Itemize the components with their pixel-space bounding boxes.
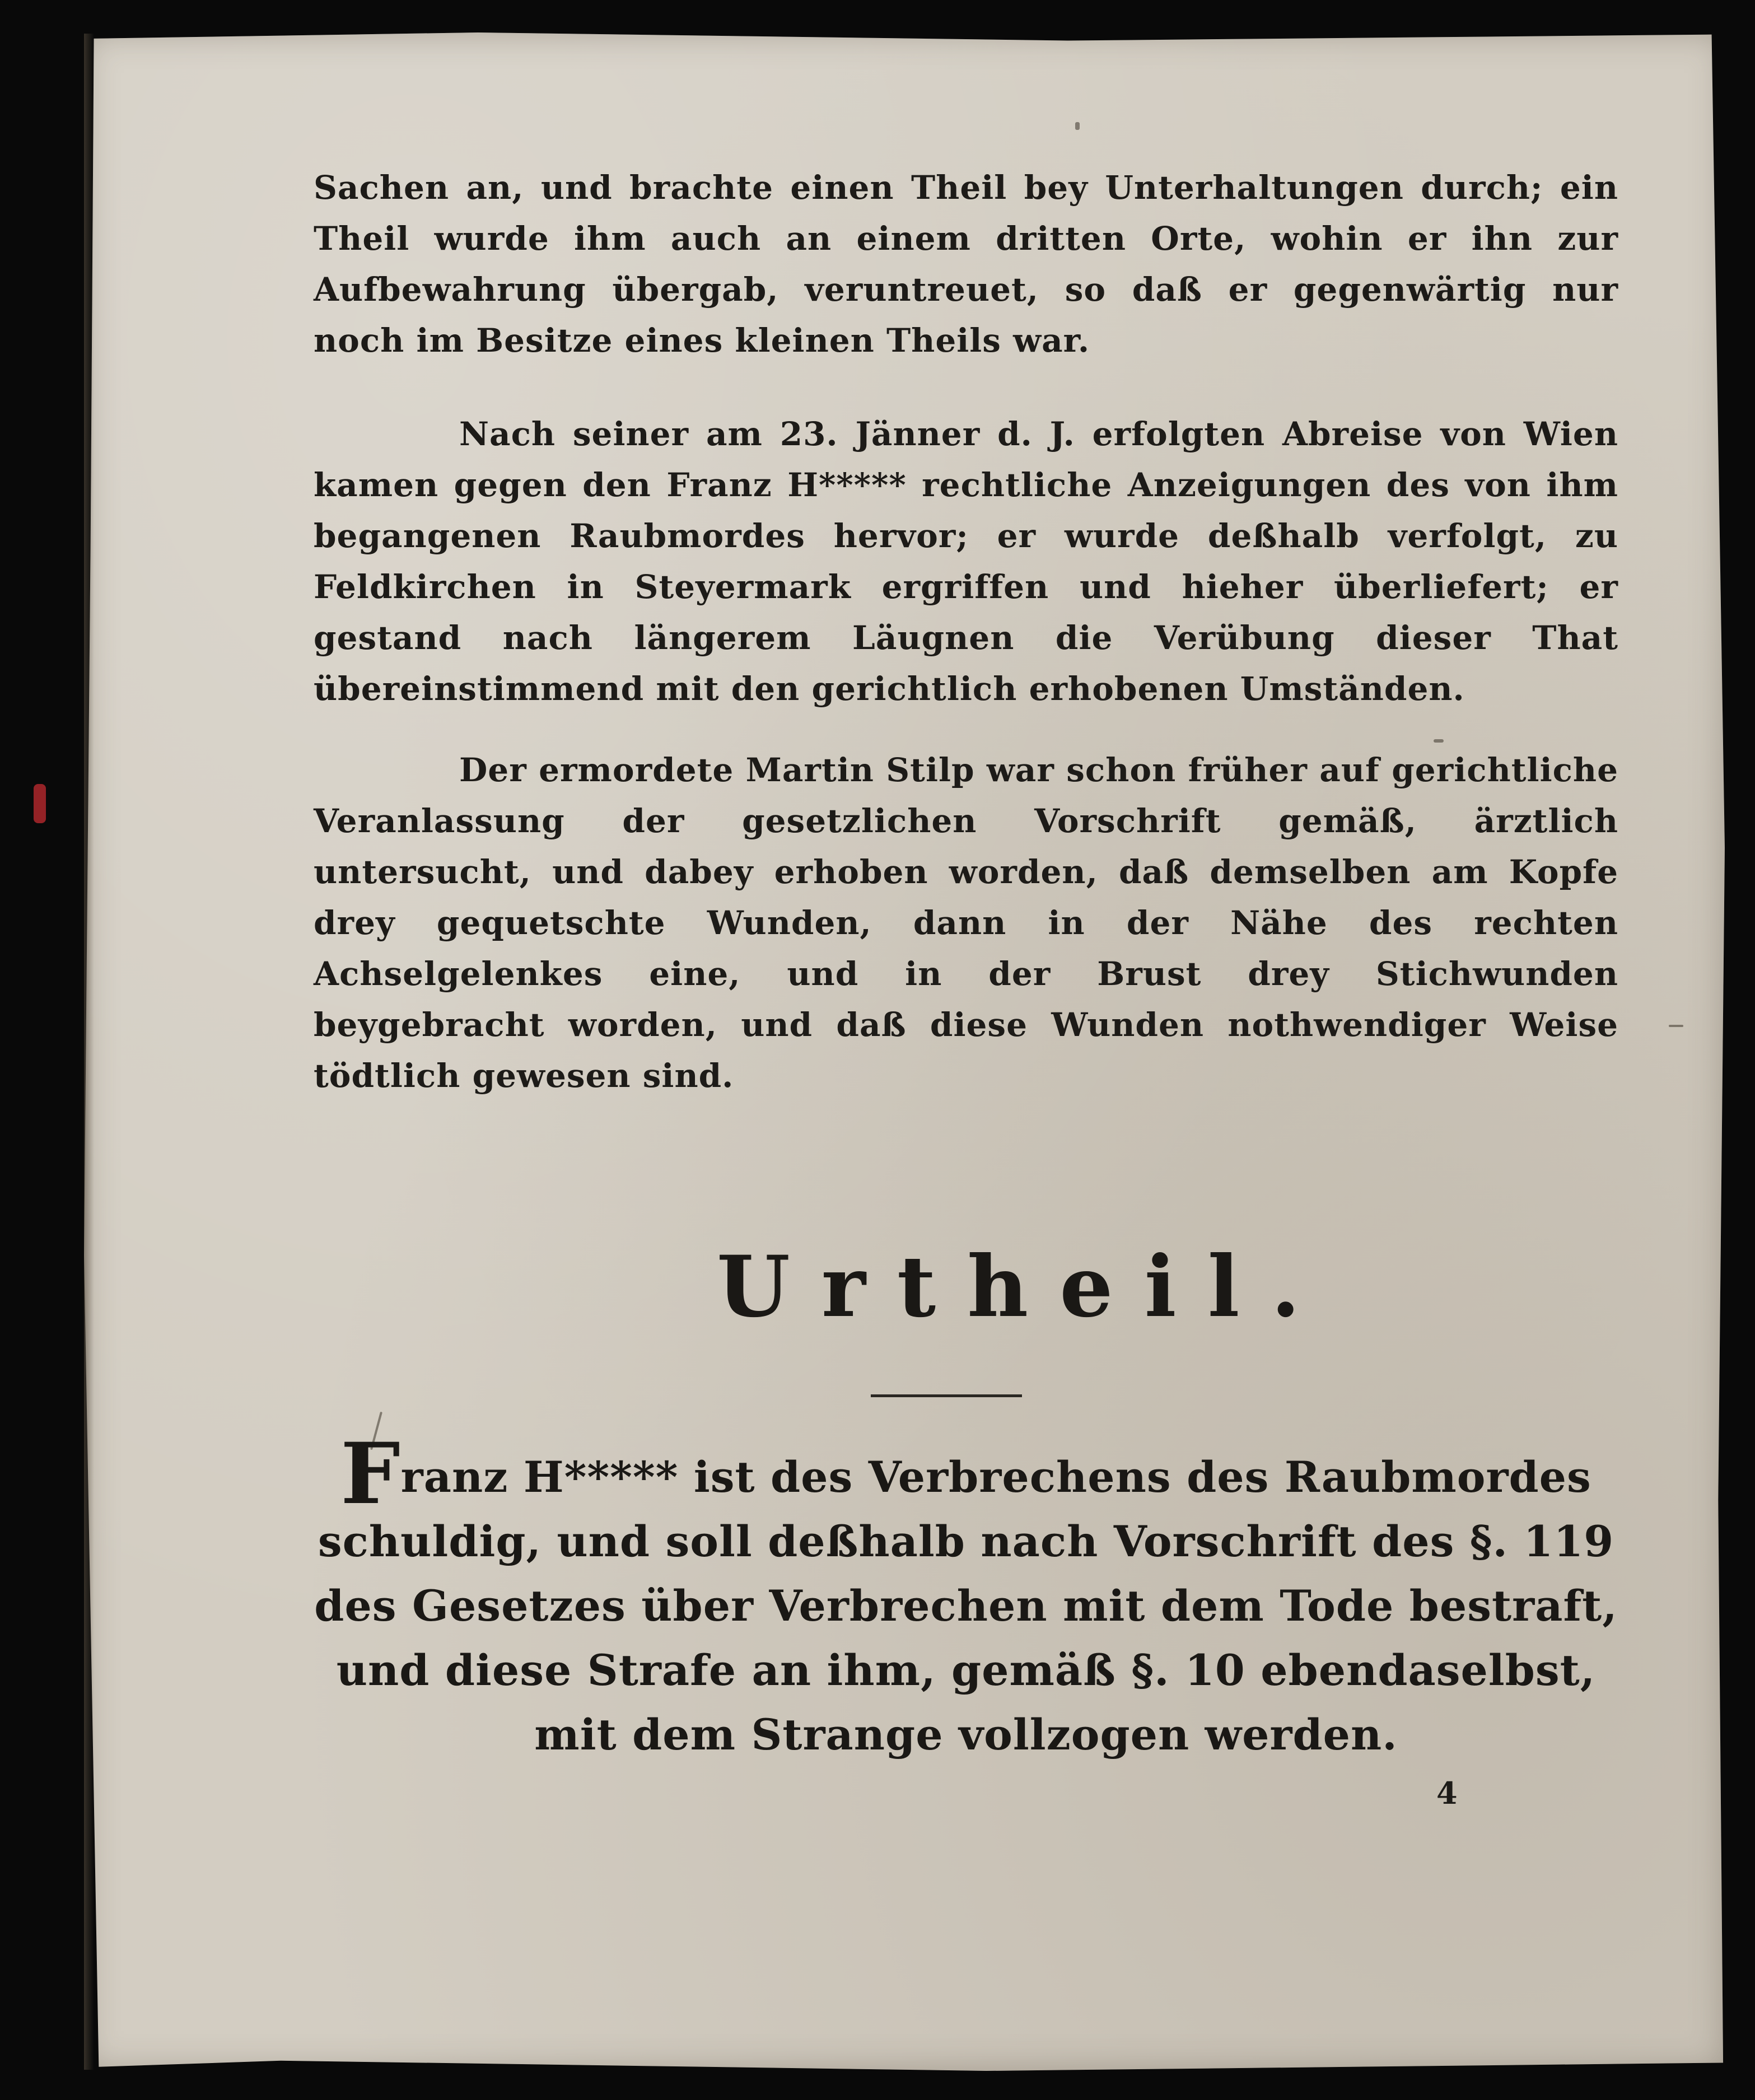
paragraph-1 bbox=[314, 162, 1618, 366]
ink-speck bbox=[1075, 122, 1080, 130]
verdict-text bbox=[311, 1425, 1621, 1767]
paragraph-1-text: Sachen an, und brachte einen Theil bey Unterhaltungen durch; ein Theil wurde ihm auch an einem dritten Orte, wohin er ihn zur Aufbewahrung übergab, veruntreuet, so daß er gegenwärtig nur noch im Besitze eines kleinen Theils war. bbox=[314, 169, 1618, 360]
paragraph-2 bbox=[314, 409, 1618, 715]
paragraph-2-text: Nach seiner am 23. Jänner d. J. erfolgten Abreise von Wien kamen gegen den Franz H***** rechtliche Anzeigungen des von ihm begangenen Raubmordes hervor; er wurde deßhalb verfolgt, zu Feldkirchen in Steyermark ergriffen und hieher überliefert; er gestand nach längerem Läugnen die Verübung dieser That übereinstimmend mit den gerichtlich erhobenen Umständen. bbox=[314, 415, 1618, 708]
heading-divider bbox=[871, 1394, 1022, 1397]
paragraph-3 bbox=[314, 745, 1618, 1102]
section-heading: Urtheil. bbox=[717, 1238, 1332, 1336]
sheet-edge-shadow bbox=[84, 34, 94, 2070]
verdict-initial: F bbox=[340, 1425, 401, 1523]
red-ink-mark bbox=[34, 784, 46, 823]
page-number: 4 bbox=[1436, 1775, 1458, 1811]
ink-speck bbox=[1669, 1025, 1683, 1027]
verdict-body: ranz H***** ist des Verbrechens des Raubmordes schuldig, und soll deßhalb nach Vorschrift des §. 119 des Gesetzes über Verbrechen mit dem Tode bestraft, und diese Strafe an ihm, gemäß §. 10 ebendaselbst, mit dem Strange vollzogen werden. bbox=[314, 1452, 1618, 1760]
paragraph-3-text: Der ermordete Martin Stilp war schon früher auf gerichtliche Veranlassung der gesetzlichen Vorschrift gemäß, ärztlich untersucht, und dabey erhoben worden, daß demselben am Kopfe drey gequetschte Wunden, dann in der Nähe des rechten Achselgelenkes eine, und in der Brust drey Stichwunden beygebracht worden, und daß diese Wunden nothwendiger Weise tödtlich gewesen sind. bbox=[314, 751, 1618, 1095]
ink-speck bbox=[1434, 739, 1444, 743]
